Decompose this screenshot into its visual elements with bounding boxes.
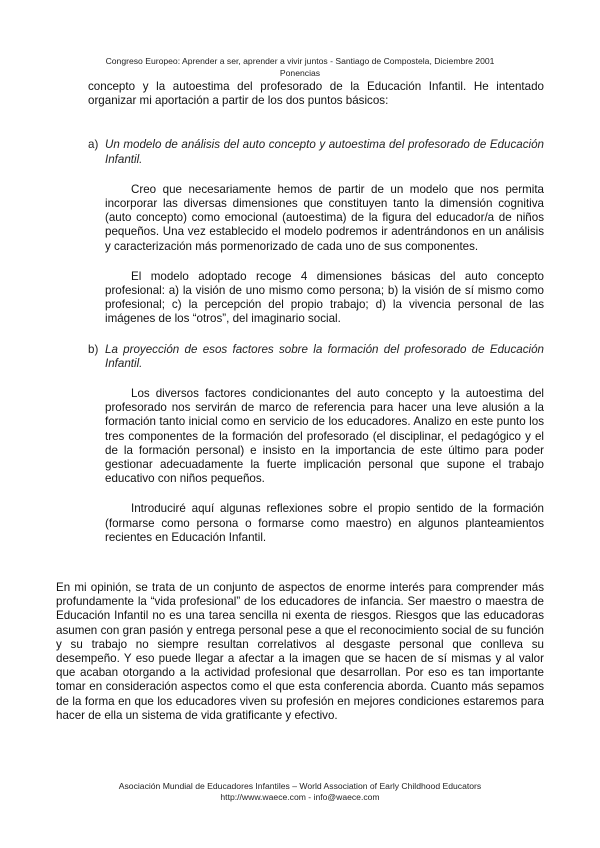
section-b-paragraph-2: Introduciré aquí algunas reflexiones sobre el propio sentido de la formación (formarse como persona o formarse como maestro) en algunos planteamientos recientes en Educación Infantil. [105, 502, 544, 544]
footer-contact[interactable]: http://www.waece.com - info@waece.com [220, 792, 380, 802]
section-b-title: La proyección de esos factores sobre la formación del profesorado de Educación Infantil. [105, 342, 544, 370]
header-conference-line: Congreso Europeo: Aprender a ser, aprender a vivir juntos - Santiago de Compostela, Diciembre 2001 [105, 56, 495, 66]
page-header [0, 55, 600, 79]
section-b-body [88, 387, 544, 545]
section-b-letter: b) [88, 342, 99, 356]
footer-organization: Asociación Mundial de Educadores Infantiles – World Association of Early Childhood Educators [118, 781, 482, 791]
section-a-paragraph-1: Creo que necesariamente hemos de partir de un modelo que nos permita incorporar las diversas dimensiones que constituyen tanto la dimensión cognitiva (auto concepto) como emocional (autoestima) de la figura del educador/a de niños pequeños. Una vez establecido el modelo podremos ir adentrándonos en un análisis y caracterización más pormenorizado de cada uno de sus componentes. [105, 182, 544, 253]
section-a-letter: a) [88, 138, 99, 152]
section-a-paragraph-2: El modelo adoptado recoge 4 dimensiones básicas del auto concepto profesional: a) la visión de uno mismo como persona; b) la visión de sí mismo como profesional; c) la percepción del propio trabajo; d) la vivencia personal de las imágenes de los “otros”, del imaginario social. [105, 269, 544, 326]
header-section-line: Ponencias [279, 68, 321, 78]
closing-paragraph: En mi opinión, se trata de un conjunto de aspectos de enorme interés para comprender más profundamente la “vida profesional” de los educadores de infancia. Ser maestro o maestra de Educación Infantil no es una tarea sencilla ni exenta de riesgos. Riesgos que las educadoras asumen con gran pasión y entrega personal pese a que el reconocimiento social de su función y su trabajo no siempre resultan correlativos al desgaste personal que conlleva su desempeño. Y eso puede llegar a afectar a la imagen que se hacen de sí mismas y al valor que acaban otorgando a la actividad profesional que desarrollan. Por eso es tan importante tomar en consideración aspectos como el que esta conferencia aborda. Cuanto más sepamos de la forma en que los educadores viven su profesión en mejores condiciones estaremos para hacer de ella un sistema de vida gratificante y efectivo. [56, 581, 544, 722]
intro-paragraph: concepto y la autoestima del profesorado de la Educación Infantil. He intentado organizar mi aportación a partir de los dos puntos básicos: [88, 80, 544, 108]
section-b-paragraph-1: Los diversos factores condicionantes del auto concepto y la autoestima del profesorado nos servirán de marco de referencia para hacer una leve alusión a la formación tanto inicial como en servicio de los educadores. Analizo en este punto los tres componentes de la formación del profesorado (el disciplinar, el pedagógico y el de la formación personal) e insisto en la importancia de este último para poder gestionar adecuadamente la fuerte implicación personal que supone el trabajo educativo con niños pequeños. [105, 387, 544, 486]
document-body [88, 80, 544, 545]
section-a-heading [88, 138, 544, 166]
page-footer [0, 781, 600, 803]
section-b-heading [88, 343, 544, 371]
section-a-title: Un modelo de análisis del auto concepto y autoestima del profesorado de Educación Infantil. [105, 138, 544, 166]
section-a-body [88, 183, 544, 327]
